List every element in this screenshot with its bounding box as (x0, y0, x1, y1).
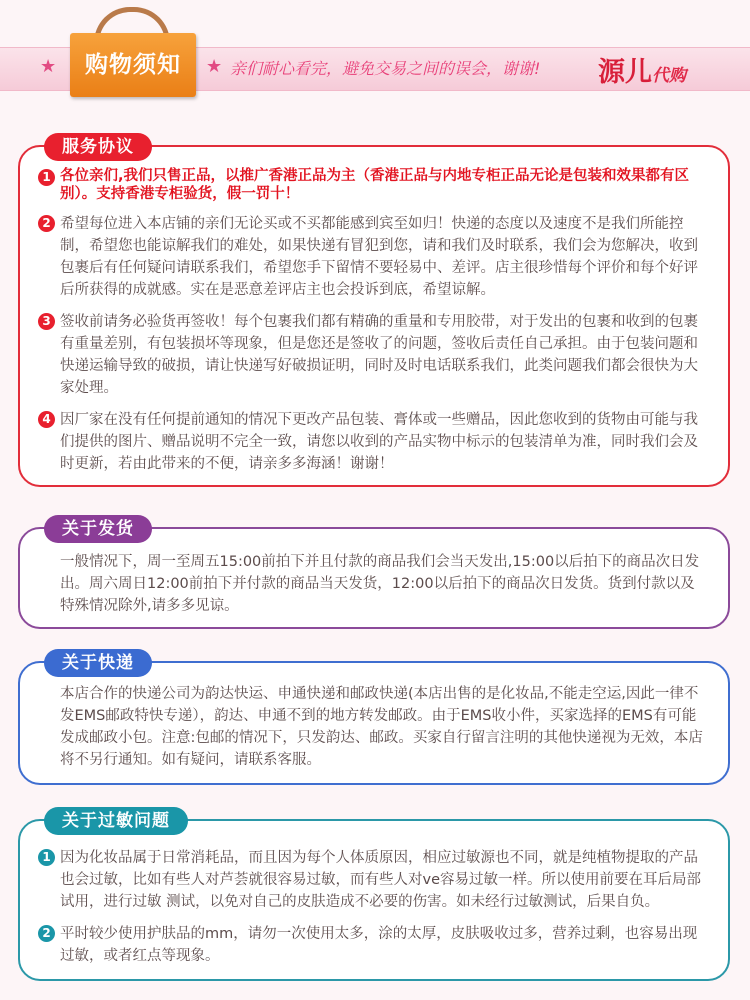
item-text: 因为化妆品属于日常消耗品，而且因为每个人体质原因，相应过敏源也不同，就是纯植物提取的产品也会过敏，比如有些人对芦荟就很容易过敏，而有些人对ve容易过敏一样。所以使用前要在耳后局部试用，进行过敏 测试，以免对自己的皮肤造成不必要的伤害。如未经行过敏测试，后果自负。 (60, 850, 701, 910)
courier-section (18, 653, 730, 785)
list-item (38, 923, 704, 967)
section-title: 关于快递 (44, 649, 152, 677)
item-text: 签收前请务必验货再签收！每个包裹我们都有精确的重量和专用胶带，对于发出的包裹和收到的包裹有重量差别，有包装损坏等现象，但是您还是签收了的问题，签收后责任自己承担。由于包装问题和快递运输导致的破损，请让快递写好破损证明，同时及时电话联系我们，此类问题我们都会很快为大家处理。 (60, 314, 698, 396)
list-item (38, 167, 700, 203)
number-badge: 4 (38, 411, 55, 428)
list-item (38, 213, 700, 301)
star-icon: ★ (40, 56, 57, 77)
section-title: 服务协议 (44, 133, 152, 161)
service-section (18, 137, 730, 487)
item-text: 希望每位进入本店铺的亲们无论买或不买都能感到宾至如归！快递的态度以及速度不是我们所能控制，希望您也能谅解我们的难处，如果快递有冒犯到您，请和我们及时联系，我们会为您解决，收到包裹后有任何疑问请联系我们，希望您手下留情不要轻易中、差评。店主很珍惜每个评价和每个好评后所获得的成就感。实在是恶意差评店主也会投诉到底，希望谅解。 (60, 216, 698, 298)
number-badge: 2 (38, 215, 55, 232)
brand-logo (598, 50, 686, 89)
number-badge: 1 (38, 169, 55, 186)
section-title: 关于发货 (44, 515, 152, 543)
section-text: 一般情况下，周一至周五15:00前拍下并且付款的商品我们会当天发出,15:00以后拍下的商品次日发出。周六周日12:00前拍下并付款的商品当天发货，12:00以后拍下的商品次日发货。货到付款以及特殊情况除外,请多多见谅。 (60, 554, 700, 614)
item-text: 平时较少使用护肤品的mm，请勿一次使用太多，涂的太厚，皮肤吸收过多，营养过剩，也容易出现过敏，或者红点等现象。 (60, 926, 698, 964)
list-item (38, 311, 700, 399)
star-icon: ★ (206, 56, 223, 77)
banner-note: 亲们耐心看完，避免交易之间的误会，谢谢! (230, 59, 541, 78)
number-badge: 3 (38, 313, 55, 330)
list-item (38, 847, 704, 913)
number-badge: 1 (38, 849, 55, 866)
item-text: 因厂家在没有任何提前通知的情况下更改产品包装、膏体或一些赠品，因此您收到的货物由可能与我们提供的图片、赠品说明不完全一致，请您以收到的产品实物中标示的包装清单为准，同时我们会及时更新，若由此带来的不便，请亲多多海涵！谢谢！ (60, 412, 698, 472)
number-badge: 2 (38, 925, 55, 942)
allergy-section (18, 811, 730, 981)
list-item (38, 409, 700, 475)
section-text: 本店合作的快递公司为韵达快运、申通快递和邮政快递(本店出售的是化妆品,不能走空运,因此一律不发EMS邮政特快专递），韵达、申通不到的地方转发邮政。由于EMS收小件，买家选择的EMS有可能发成邮政小包。注意:包邮的情况下，只发韵达、邮政。买家自行留言注明的其他快递视为无效，本店将不另行通知。如有疑问，请联系客服。 (60, 686, 703, 768)
brand-sub: 代购 (652, 66, 686, 86)
shipping-section (18, 519, 730, 629)
section-title: 关于过敏问题 (44, 807, 188, 835)
page-title: 购物须知 (70, 33, 196, 97)
brand-name: 源儿 (598, 57, 652, 88)
item-text: 各位亲们,我们只售正品，以推广香港正品为主（香港正品与内地专柜正品无论是包装和效果都有区别）。支持香港专柜验货，假一罚十！ (60, 168, 690, 202)
